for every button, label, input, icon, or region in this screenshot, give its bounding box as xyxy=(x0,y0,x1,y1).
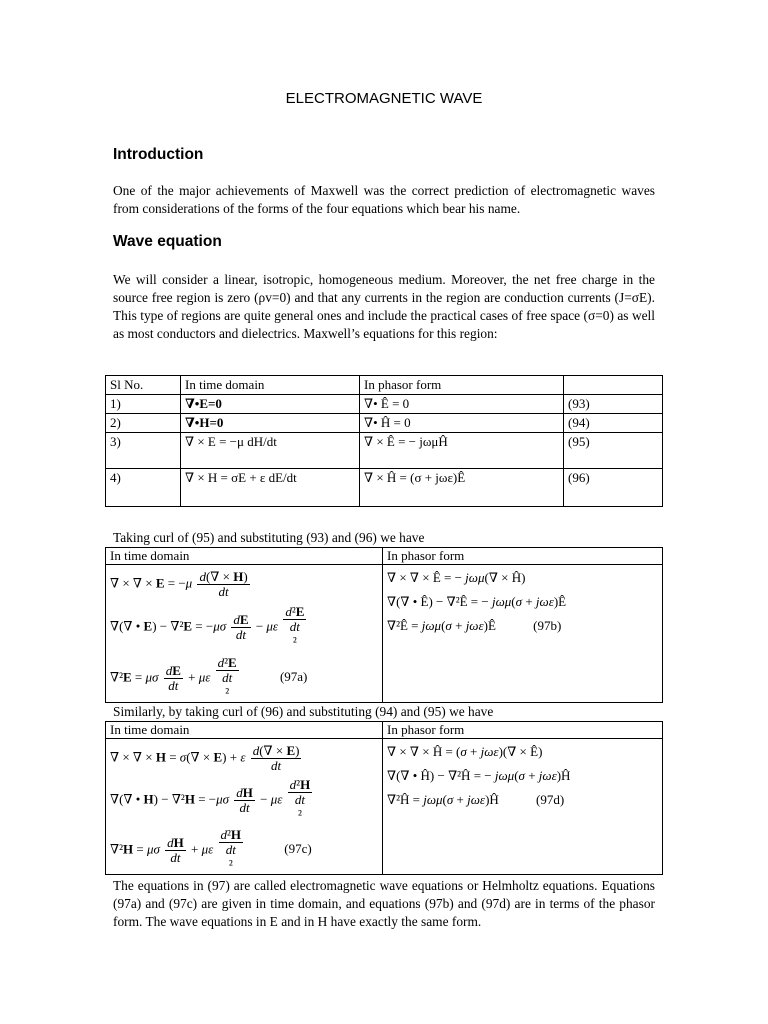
tag-97c: (97c) xyxy=(284,841,312,857)
table1-row4-no: 4) xyxy=(106,469,181,507)
introduction-paragraph: One of the major achievements of Maxwell was the correct prediction of electromagnetic waves from considerations of the forms of the four equations which bear his name. xyxy=(113,183,655,216)
wave-equation-heading: Wave equation xyxy=(113,233,222,250)
table2-phasor-equations: ∇ × ∇ × Ê = − jωμ(∇ × Ĥ) ∇(∇ • Ê) − ∇²Ê = − jωμ(σ + jωε)Ê ∇²Ê = jωμ(σ + jωε)Ê (97b) xyxy=(383,565,663,703)
tag-97d: (97d) xyxy=(536,792,565,807)
table1-row3-no: 3) xyxy=(106,433,181,469)
table1-header-time: In time domain xyxy=(181,376,360,395)
table1-row3-time: ∇ × E = −μ dH/dt xyxy=(181,433,360,469)
introduction-heading: Introduction xyxy=(113,146,204,163)
table1-row3-phasor: ∇ × Ê = − jωμĤ xyxy=(360,433,564,469)
page-title: ELECTROMAGNETIC WAVE xyxy=(285,90,483,107)
table2-header-time: In time domain xyxy=(106,548,383,565)
table1-header-slno: Sl No. xyxy=(106,376,181,395)
table1-row2-no: 2) xyxy=(106,414,181,433)
maxwell-equations-table xyxy=(105,375,663,507)
table3-header-phasor: In phasor form xyxy=(383,722,663,739)
table1-row2-tag: (94) xyxy=(564,414,663,433)
table1-header-phasor: In phasor form xyxy=(360,376,564,395)
wave-equation-table-h xyxy=(105,721,663,875)
table3-header-time: In time domain xyxy=(106,722,383,739)
table1-row3-tag: (95) xyxy=(564,433,663,469)
table3-phasor-equations: ∇ × ∇ × Ĥ = (σ + jωε)(∇ × Ê) ∇(∇ • Ĥ) − ∇²Ĥ = − jωμ(σ + jωε)Ĥ ∇²Ĥ = jωμ(σ + jωε)Ĥ (97d) xyxy=(383,739,663,875)
tag-97a: (97a) xyxy=(279,669,308,685)
table1-row1-no: 1) xyxy=(106,395,181,414)
caption-curl-95: Taking curl of (95) and substituting (93) and (96) we have xyxy=(113,530,425,545)
table1-row1-tag: (93) xyxy=(564,395,663,414)
table1-row1-time: ∇•E=0 xyxy=(181,395,360,414)
table1-header-tag xyxy=(564,376,663,395)
table2-header-phasor: In phasor form xyxy=(383,548,663,565)
caption-curl-96: Similarly, by taking curl of (96) and substituting (94) and (95) we have xyxy=(113,704,494,719)
closing-paragraph: The equations in (97) are called electromagnetic wave equations or Helmholtz equations. Equations (97a) and (97c) are given in time domain, and equations (97b) and (97d) are in terms of the phasor form. The wave equations in E and in H have exactly the same form. xyxy=(113,878,655,929)
table2-time-equations: ∇ × ∇ × E = −μ $\frac{d(\nabla \times H)}{dt}$ ∇(∇ • E) − ∇²E = −μσ $\frac{dE}{dt}$ − με d²E dt ² ∇²E = μσ $\frac{dE}{dt}$ + με d²E dt ² (97a) xyxy=(106,565,383,703)
tag-97b: (97b) xyxy=(533,618,562,633)
wave-equation-paragraph: We will consider a linear, isotropic, homogeneous medium. Moreover, the net free charge in the source free region is zero (ρv=0) and that any currents in the region are conduction currents (J=σE). This type of regions are quite general ones and include the practical cases of free space (σ=0) as well as most conductors and dielectrics. Maxwell’s equations for this region: xyxy=(113,272,655,341)
wave-equation-table-e xyxy=(105,547,663,703)
table1-row4-tag: (96) xyxy=(564,469,663,507)
table1-row2-time: ∇•H=0 xyxy=(181,414,360,433)
table1-row1-phasor: ∇• Ê = 0 xyxy=(360,395,564,414)
table1-row4-time: ∇ × H = σE + ε dE/dt xyxy=(181,469,360,507)
table1-row4-phasor: ∇ × Ĥ = (σ + jωε)Ê xyxy=(360,469,564,507)
table3-time-equations: ∇ × ∇ × H = σ(∇ × E) + ε $\frac{d(\nabla \times E)}{dt}$ ∇(∇ • H) − ∇²H = −μσ $\frac{dH}{dt}$ − με d²H dt ² ∇²H = μσ $\frac{dH}{dt}$ + με d²H dt ² (97c) xyxy=(106,739,383,875)
table1-row2-phasor: ∇• Ĥ = 0 xyxy=(360,414,564,433)
